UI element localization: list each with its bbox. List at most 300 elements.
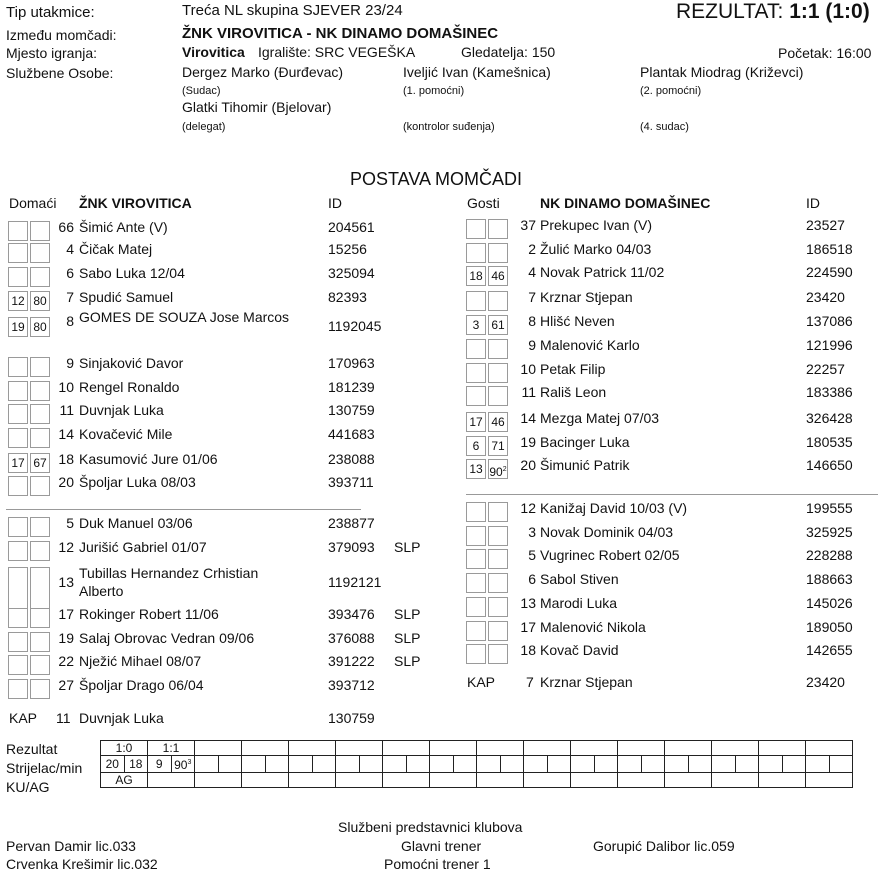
player-id: 325925 <box>806 524 853 540</box>
official-role: (2. pomoćni) <box>640 85 702 97</box>
scorer-cell <box>171 756 195 773</box>
sub-box <box>8 608 28 628</box>
sub-box <box>466 386 486 406</box>
player-name-cont: Alberto <box>79 583 124 599</box>
player-name: Kovač David <box>540 642 619 658</box>
sub-box <box>488 549 508 569</box>
scorer-minute: 90 <box>174 758 188 772</box>
player-id: 130759 <box>328 402 375 418</box>
result-cell: 1:1 <box>148 741 195 756</box>
sub-box: 18 <box>466 266 486 286</box>
sub-minute: 61 <box>491 318 505 332</box>
scorer-cell <box>195 756 219 773</box>
player-id: 186518 <box>806 241 853 257</box>
away-id-header: ID <box>806 195 820 211</box>
player-number: 4 <box>66 241 74 257</box>
scorer-cell <box>829 756 853 773</box>
scorer-cell <box>641 756 665 773</box>
home-captain-number: 11 <box>56 710 71 726</box>
kuag-cell <box>148 773 195 788</box>
sub-box <box>30 381 50 401</box>
scorer-cell <box>735 756 759 773</box>
sub-box <box>488 363 508 383</box>
kuag-cell <box>524 773 571 788</box>
scorer-cell <box>688 756 712 773</box>
scorers-table <box>100 740 853 788</box>
kuag-cell <box>759 773 806 788</box>
strijelac-label: Strijelac/min <box>6 760 83 776</box>
player-flag: SLP <box>394 606 421 622</box>
sub-box <box>488 243 508 263</box>
venue-ground: Igralište: SRC VEGEŠKA <box>258 44 416 60</box>
player-name: GOMES DE SOUZA Jose Marcos <box>79 309 290 325</box>
player-name: Kanižaj David 10/03 (V) <box>540 500 688 516</box>
player-name: Krznar Stjepan <box>540 289 633 305</box>
player-name: Marodi Luka <box>540 595 618 611</box>
sub-box <box>488 386 508 406</box>
player-name: Rokinger Robert 11/06 <box>79 606 219 622</box>
player-name: Čičak Matej <box>79 241 153 257</box>
player-id: 15256 <box>328 241 367 257</box>
kuag-cell <box>430 773 477 788</box>
kuag-label: KU/AG <box>6 779 50 795</box>
sub-box: 67 <box>30 453 50 473</box>
sub-box: 80 <box>30 291 50 311</box>
scorers-kuag-row <box>101 773 853 788</box>
sub-box <box>30 428 50 448</box>
away-captain-number: 7 <box>526 674 534 690</box>
kuag-cell <box>195 773 242 788</box>
officials-label: Službene Osobe: <box>6 65 114 81</box>
player-name: Duvnjak Luka <box>79 402 164 418</box>
sub-box <box>488 644 508 664</box>
kickoff-time: Početak: 16:00 <box>778 45 872 61</box>
player-number: 9 <box>528 337 536 353</box>
result-cell <box>524 741 571 756</box>
sub-box <box>30 655 50 675</box>
scorer-cell <box>336 756 360 773</box>
kuag-cell <box>571 773 618 788</box>
sub-box: 17 <box>466 412 486 432</box>
player-name: Šimić Ante (V) <box>79 219 168 235</box>
player-name: Rališ Leon <box>540 384 607 400</box>
tip-label: Tip utakmice: <box>6 4 95 21</box>
player-number: 11 <box>521 384 536 400</box>
scorer-cell <box>759 756 783 773</box>
player-number: 6 <box>66 265 74 281</box>
result-cell <box>336 741 383 756</box>
player-id: 189050 <box>806 619 853 635</box>
scorer-cell <box>359 756 383 773</box>
sub-box <box>8 357 28 377</box>
player-name: Šimunić Patrik <box>540 457 630 473</box>
player-name: Sinjaković Davor <box>79 355 184 371</box>
player-id: 199555 <box>806 500 853 516</box>
player-name: Prekupec Ivan (V) <box>540 217 653 233</box>
sub-box <box>488 597 508 617</box>
sub-minute: 46 <box>491 269 505 283</box>
sub-box <box>8 267 28 287</box>
kuag-cell <box>712 773 759 788</box>
sub-box <box>8 655 28 675</box>
player-number: 19 <box>520 434 536 450</box>
scorer-cell <box>712 756 736 773</box>
scorers-minute-row <box>101 756 853 773</box>
kuag-cell <box>806 773 853 788</box>
scorer-cell: 18 <box>124 756 148 773</box>
player-id: 142655 <box>806 642 853 658</box>
away-captain-name: Krznar Stjepan <box>540 674 633 690</box>
rezultat-label: Rezultat <box>6 741 58 757</box>
player-id: 146650 <box>806 457 853 473</box>
kuag-cell <box>618 773 665 788</box>
scorer-cell <box>289 756 313 773</box>
result-cell <box>712 741 759 756</box>
player-number: 22 <box>58 653 74 669</box>
sub-box <box>8 679 28 699</box>
footer-rep: Crvenka Krešimir lic.032 <box>6 856 158 872</box>
result-cell <box>477 741 524 756</box>
official-role: (4. sudac) <box>640 121 689 133</box>
sub-box <box>8 476 28 496</box>
sub-box <box>30 476 50 496</box>
match-teams: ŽNK VIROVITICA - NK DINAMO DOMAŠINEC <box>182 25 499 42</box>
sub-box <box>488 459 508 479</box>
away-divider <box>466 494 878 495</box>
footer-rep: Gorupić Dalibor lic.059 <box>593 838 735 854</box>
player-name: Bacinger Luka <box>540 434 630 450</box>
result-cell <box>759 741 806 756</box>
player-id: 393476 <box>328 606 375 622</box>
sub-box <box>466 219 486 239</box>
player-id: 82393 <box>328 289 367 305</box>
sub-box <box>488 502 508 522</box>
player-number: 3 <box>528 524 536 540</box>
sub-box <box>8 541 28 561</box>
scorer-cell <box>782 756 806 773</box>
izmedu-label: Između momčadi: <box>6 27 117 43</box>
footer-title: Službeni predstavnici klubova <box>338 819 523 835</box>
sub-minute: 90 <box>489 465 503 479</box>
sub-box <box>488 291 508 311</box>
player-number: 8 <box>66 313 74 329</box>
footer-rep: Pervan Damir lic.033 <box>6 838 136 854</box>
sub-box <box>30 567 50 609</box>
home-captain-name: Duvnjak Luka <box>79 710 164 726</box>
player-id: 228288 <box>806 547 853 563</box>
player-id: 22257 <box>806 361 845 377</box>
player-number: 7 <box>66 289 74 305</box>
player-id: 391222 <box>328 653 375 669</box>
sub-box <box>488 526 508 546</box>
player-name: Špoljar Drago 06/04 <box>79 677 204 693</box>
player-flag: SLP <box>394 539 421 555</box>
sub-minute: 46 <box>491 415 505 429</box>
player-number: 19 <box>58 630 74 646</box>
result-cell: 1:0 <box>101 741 148 756</box>
player-number: 17 <box>520 619 536 635</box>
scorer-cell <box>218 756 242 773</box>
scorer-cell <box>265 756 289 773</box>
scorer-cell <box>383 756 407 773</box>
sub-box <box>30 541 50 561</box>
spectators: Gledatelja: 150 <box>461 44 556 60</box>
sub-box <box>466 621 486 641</box>
scorer-minute-added: 3 <box>187 759 192 766</box>
sub-box: 80 <box>30 317 50 337</box>
player-number: 20 <box>58 474 74 490</box>
sub-box <box>466 363 486 383</box>
player-name: Duk Manuel 03/06 <box>79 515 193 531</box>
sub-box: 17 <box>8 453 28 473</box>
player-flag: SLP <box>394 630 421 646</box>
player-name: Hlišć Neven <box>540 313 615 329</box>
player-id: 188663 <box>806 571 853 587</box>
sub-box <box>8 632 28 652</box>
player-name: Sabol Stiven <box>540 571 619 587</box>
sub-box <box>488 436 508 456</box>
player-id: 325094 <box>328 265 375 281</box>
sub-box: 13 <box>466 459 486 479</box>
player-name: Malenović Nikola <box>540 619 646 635</box>
sub-box <box>488 621 508 641</box>
player-id: 238088 <box>328 451 375 467</box>
sub-box <box>30 632 50 652</box>
player-id: 1192121 <box>328 574 382 590</box>
kuag-cell <box>477 773 524 788</box>
player-name: Novak Patrick 11/02 <box>540 264 665 280</box>
kuag-cell <box>383 773 430 788</box>
player-id: 180535 <box>806 434 853 450</box>
home-label: Domaći <box>9 195 57 211</box>
player-number: 10 <box>520 361 536 377</box>
player-name: Salaj Obrovac Vedran 09/06 <box>79 630 255 646</box>
player-id: 393711 <box>328 474 374 490</box>
player-number: 2 <box>528 241 536 257</box>
result-cell <box>383 741 430 756</box>
kuag-cell <box>336 773 383 788</box>
player-id: 1192045 <box>328 318 382 334</box>
player-flag: SLP <box>394 653 421 669</box>
scorer-cell <box>665 756 689 773</box>
player-number: 10 <box>58 379 74 395</box>
player-id: 183386 <box>806 384 853 400</box>
footer-role: Pomoćni trener 1 <box>384 856 491 872</box>
scorer-cell <box>242 756 266 773</box>
player-number: 13 <box>520 595 536 611</box>
official-name: Plantak Miodrag (Križevci) <box>640 64 804 80</box>
sub-box <box>466 573 486 593</box>
player-id: 204561 <box>328 219 375 235</box>
away-captain-label: KAP <box>467 674 496 690</box>
player-number: 12 <box>520 500 536 516</box>
sub-box: 12 <box>8 291 28 311</box>
player-number: 13 <box>58 574 74 590</box>
player-number: 18 <box>58 451 74 467</box>
sub-box: 3 <box>466 315 486 335</box>
scorer-cell <box>477 756 501 773</box>
mjesto-label: Mjesto igranja: <box>6 45 98 61</box>
player-id: 181239 <box>328 379 375 395</box>
sub-box <box>466 502 486 522</box>
player-id: 224590 <box>806 264 853 280</box>
official-name: Glatki Tihomir (Bjelovar) <box>182 99 332 115</box>
player-id: 121996 <box>806 337 853 353</box>
sub-box <box>488 573 508 593</box>
player-id: 441683 <box>328 426 375 442</box>
home-divider <box>6 509 361 510</box>
scorer-cell <box>430 756 454 773</box>
footer-role: Glavni trener <box>401 838 482 854</box>
player-id: 23420 <box>806 289 845 305</box>
player-number: 27 <box>58 677 74 693</box>
result-cell <box>195 741 242 756</box>
kuag-cell <box>242 773 289 788</box>
result-cell <box>571 741 618 756</box>
venue-city: Virovitica <box>182 44 245 60</box>
official-role: (kontrolor suđenja) <box>403 121 495 133</box>
sub-box <box>488 219 508 239</box>
player-id: 238877 <box>328 515 375 531</box>
official-name: Ivelјić Ivan (Kamešnica) <box>403 64 551 80</box>
tip-value: Treća NL skupina SJEVER 23/24 <box>182 2 403 19</box>
sub-minute: 71 <box>491 439 505 453</box>
sub-box <box>466 291 486 311</box>
player-number: 7 <box>528 289 536 305</box>
player-number: 14 <box>520 410 536 426</box>
official-role: (Sudac) <box>182 85 221 97</box>
sub-box <box>466 526 486 546</box>
result-cell <box>242 741 289 756</box>
player-name: Kasumović Jure 01/06 <box>79 451 218 467</box>
sub-box <box>466 339 486 359</box>
scorer-cell: 9 <box>148 756 172 773</box>
scorer-cell <box>547 756 571 773</box>
player-id: 137086 <box>806 313 853 329</box>
sub-box <box>30 517 50 537</box>
sub-box <box>466 243 486 263</box>
result-cell <box>665 741 712 756</box>
player-number: 37 <box>520 217 536 233</box>
scorer-cell <box>594 756 618 773</box>
scorer-cell <box>524 756 548 773</box>
scorers-result-row <box>101 741 853 756</box>
kuag-cell: AG <box>101 773 148 788</box>
home-captain-id: 130759 <box>328 710 375 726</box>
player-number: 66 <box>58 219 74 235</box>
away-captain-id: 23420 <box>806 674 845 690</box>
sub-box <box>30 357 50 377</box>
sub-box: 19 <box>8 317 28 337</box>
player-id: 145026 <box>806 595 853 611</box>
sub-box <box>30 404 50 424</box>
result-label: REZULTAT: <box>676 0 784 23</box>
player-id: 393712 <box>328 677 375 693</box>
player-number: 6 <box>528 571 536 587</box>
scorer-cell <box>453 756 477 773</box>
sub-box <box>8 517 28 537</box>
result-cell <box>289 741 336 756</box>
player-number: 20 <box>520 457 536 473</box>
sub-box <box>8 381 28 401</box>
player-name: Sabo Luka 12/04 <box>79 265 185 281</box>
sub-box <box>8 567 28 609</box>
sub-box <box>30 267 50 287</box>
player-number: 4 <box>528 264 536 280</box>
player-id: 376088 <box>328 630 375 646</box>
player-number: 5 <box>528 547 536 563</box>
home-team-name: ŽNK VIROVITICA <box>79 195 192 211</box>
player-name: Rengel Ronaldo <box>79 379 180 395</box>
scorer-cell: 20 <box>101 756 125 773</box>
result-cell <box>618 741 665 756</box>
sub-box <box>8 428 28 448</box>
sub-box <box>488 339 508 359</box>
sub-box <box>30 221 50 241</box>
sub-box <box>488 266 508 286</box>
player-name: Nježić Mihael 08/07 <box>79 653 202 669</box>
scorer-cell <box>406 756 430 773</box>
sub-box <box>466 644 486 664</box>
player-number: 14 <box>58 426 74 442</box>
sub-box <box>30 608 50 628</box>
sub-box <box>8 404 28 424</box>
official-name: Dergez Marko (Đurđevac) <box>182 64 344 80</box>
result-value: 1:1 (1:0) <box>789 0 870 23</box>
official-role: (delegat) <box>182 121 226 133</box>
player-name: Mezga Matej 07/03 <box>540 410 660 426</box>
player-name: Novak Dominik 04/03 <box>540 524 674 540</box>
player-number: 5 <box>66 515 74 531</box>
sub-box <box>30 243 50 263</box>
sub-box <box>8 221 28 241</box>
player-name: Spudić Samuel <box>79 289 174 305</box>
sub-minute-added: 2 <box>502 466 507 473</box>
kuag-cell <box>289 773 336 788</box>
scorer-cell <box>312 756 336 773</box>
player-name: Malenović Karlo <box>540 337 640 353</box>
player-name: Petak Filip <box>540 361 606 377</box>
player-number: 18 <box>520 642 536 658</box>
player-id: 379093 <box>328 539 375 555</box>
home-captain-label: KAP <box>9 710 38 726</box>
sub-box <box>488 412 508 432</box>
player-id: 23527 <box>806 217 845 233</box>
player-name: Vugrinec Robert 02/05 <box>540 547 680 563</box>
scorer-cell <box>806 756 830 773</box>
player-name: Kovačević Mile <box>79 426 173 442</box>
player-name: Špoljar Luka 08/03 <box>79 474 196 490</box>
player-name: Žulić Marko 04/03 <box>540 241 652 257</box>
player-number: 8 <box>528 313 536 329</box>
sub-box: 6 <box>466 436 486 456</box>
kuag-cell <box>665 773 712 788</box>
result-cell <box>806 741 853 756</box>
player-name: Jurišić Gabriel 01/07 <box>79 539 207 555</box>
official-role: (1. pomoćni) <box>403 85 465 97</box>
scorer-cell <box>618 756 642 773</box>
sub-box <box>8 243 28 263</box>
sub-box <box>488 315 508 335</box>
home-id-header: ID <box>328 195 342 211</box>
sub-box <box>466 549 486 569</box>
player-name: Tubillas Hernandez Crhistian <box>79 565 259 581</box>
section-title: POSTAVA MOMČADI <box>350 169 523 189</box>
scorer-cell <box>571 756 595 773</box>
player-id: 170963 <box>328 355 375 371</box>
player-number: 17 <box>58 606 74 622</box>
player-id: 326428 <box>806 410 853 426</box>
